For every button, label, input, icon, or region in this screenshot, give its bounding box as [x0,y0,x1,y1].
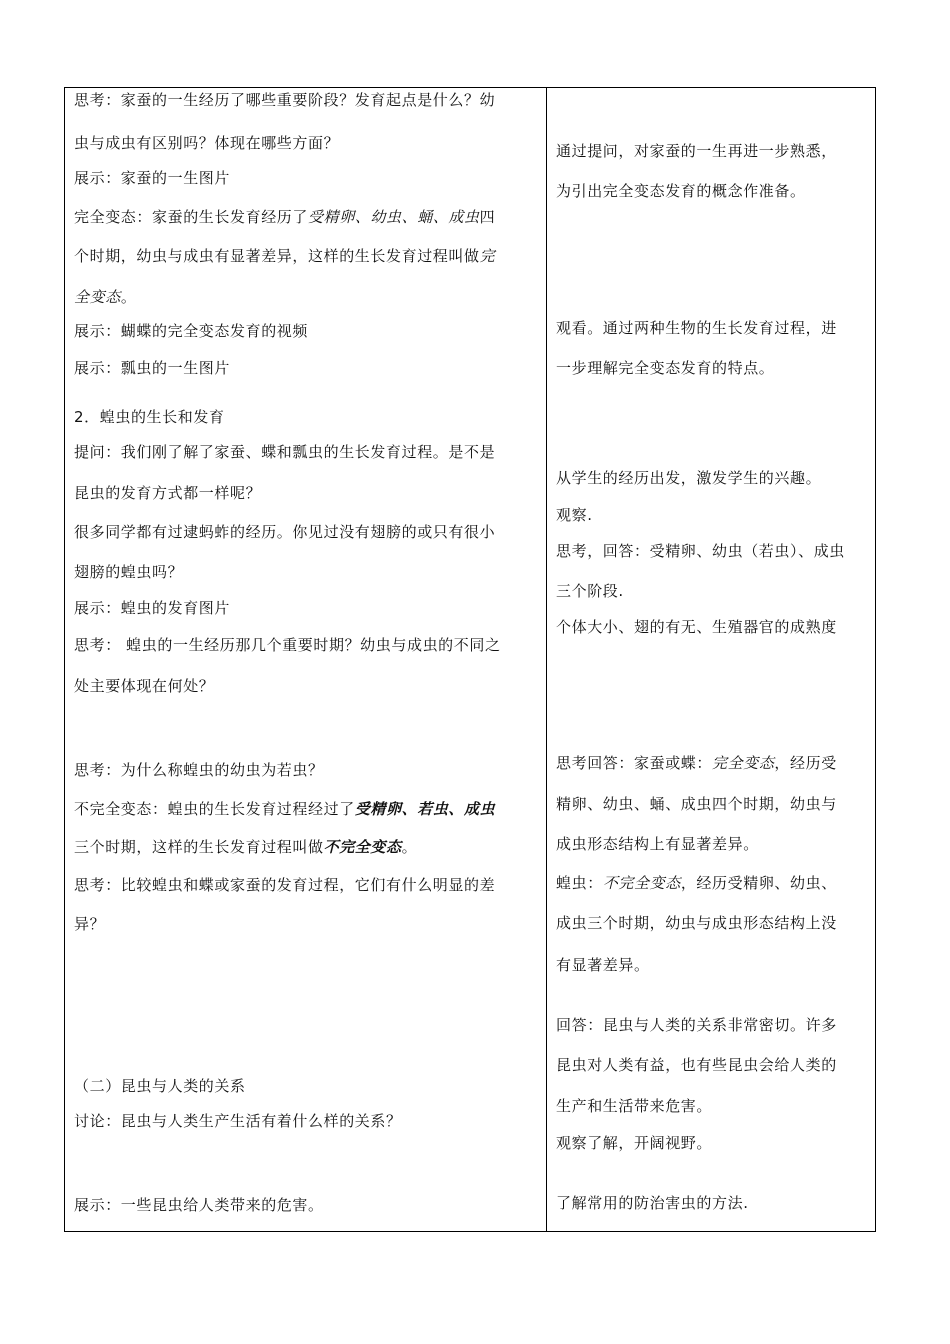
emphasis-text: 不完全变态 [323,838,402,856]
right-text-line: 观察了解，开阔视野。 [556,1134,713,1152]
right-text-line: 思考回答：家蚕或蝶：完全变态，经历受 [556,754,837,772]
left-text-line: 思考：家蚕的一生经历了哪些重要阶段？发育起点是什么？幼 [74,91,496,109]
complete-metamorphosis-line: 个时期，幼虫与成虫有显著差异，这样的生长发育过程叫做完 [74,247,496,265]
left-text-line: 很多同学都有过逮蚂蚱的经历。你见过没有翅膀的或只有很小 [74,523,496,541]
emphasis-text: 不完全变态 [602,874,681,892]
emphasis-text: 受精卵、若虫、成虫 [354,800,496,818]
left-text-line: 展示：家蚕的一生图片 [74,169,231,187]
right-text-line: 蝗虫：不完全变态，经历受精卵、幼虫、 [556,874,837,892]
left-text-line: 异？ [74,915,106,933]
right-text-line: 成虫形态结构上有显著差异。 [556,835,759,853]
complete-metamorphosis-line: 完全变态：家蚕的生长发育经历了受精卵、幼虫、蛹、成虫四 [74,208,496,226]
column-divider [546,87,547,1232]
emphasis-text: 完全变态 [712,754,775,772]
right-text-line: 生产和生活带来危害。 [556,1097,713,1115]
right-text-line: 为引出完全变态发育的概念作准备。 [556,182,806,200]
left-text-line: 思考：比较蝗虫和蝶或家蚕的发育过程，它们有什么明显的差 [74,876,496,894]
left-text-line: 讨论：昆虫与人类生产生活有着什么样的关系？ [74,1112,402,1130]
section-heading: （二）昆虫与人类的关系 [74,1077,246,1095]
right-text-line: 观察. [556,506,593,524]
right-text-line: 成虫三个时期，幼虫与成虫形态结构上没 [556,914,837,932]
right-text-line: 通过提问，对家蚕的一生再进一步熟悉， [556,142,837,160]
right-text-line: 昆虫对人类有益，也有些昆虫会给人类的 [556,1056,837,1074]
left-text-line: 翅膀的蝗虫吗？ [74,563,184,581]
right-text-line: 了解常用的防治害虫的方法. [556,1194,749,1212]
right-text-line: 从学生的经历出发，激发学生的兴趣。 [556,469,822,487]
left-text-line: 虫与成虫有区别吗？体现在哪些方面？ [74,134,340,152]
left-text-line: 展示：瓢虫的一生图片 [74,359,231,377]
left-text-line: 展示：蝗虫的发育图片 [74,599,231,617]
left-text-line: 展示：一些昆虫给人类带来的危害。 [74,1196,324,1214]
left-text-line: 展示：蝴蝶的完全变态发育的视频 [74,322,309,340]
right-text-line: 有显著差异。 [556,956,650,974]
incomplete-metamorphosis-line: 不完全变态：蝗虫的生长发育过程经过了受精卵、若虫、成虫 [74,800,496,818]
right-text-line: 回答：昆虫与人类的关系非常密切。许多 [556,1016,837,1034]
right-text-line: 精卵、幼虫、蛹、成虫四个时期，幼虫与 [556,795,837,813]
left-text-line: 提问：我们刚了解了家蚕、蝶和瓢虫的生长发育过程。是不是 [74,443,496,461]
emphasis-text: 全变态 [74,288,121,306]
right-text-line: 个体大小、翅的有无、生殖器官的成熟度 [556,618,837,636]
complete-metamorphosis-line: 全变态。 [74,288,137,306]
left-text-line: 思考： 蝗虫的一生经历那几个重要时期？幼虫与成虫的不同之 [74,636,501,654]
emphasis-text: 完 [479,247,496,265]
left-text-line: 昆虫的发育方式都一样呢？ [74,484,262,502]
right-text-line: 观看。通过两种生物的生长发育过程，进 [556,319,837,337]
right-text-line: 思考，回答：受精卵、幼虫（若虫）、成虫 [556,542,845,560]
left-text-line: 处主要体现在何处？ [74,677,215,695]
incomplete-metamorphosis-line: 三个时期，这样的生长发育过程叫做不完全变态。 [74,838,418,856]
emphasis-text: 受精卵、幼虫、蛹、成虫 [308,208,480,226]
right-text-line: 一步理解完全变态发育的特点。 [556,359,775,377]
left-text-line: 思考：为什么称蝗虫的幼虫为若虫？ [74,761,324,779]
right-text-line: 三个阶段. [556,582,624,600]
section-heading: 2．蝗虫的生长和发育 [74,408,225,426]
